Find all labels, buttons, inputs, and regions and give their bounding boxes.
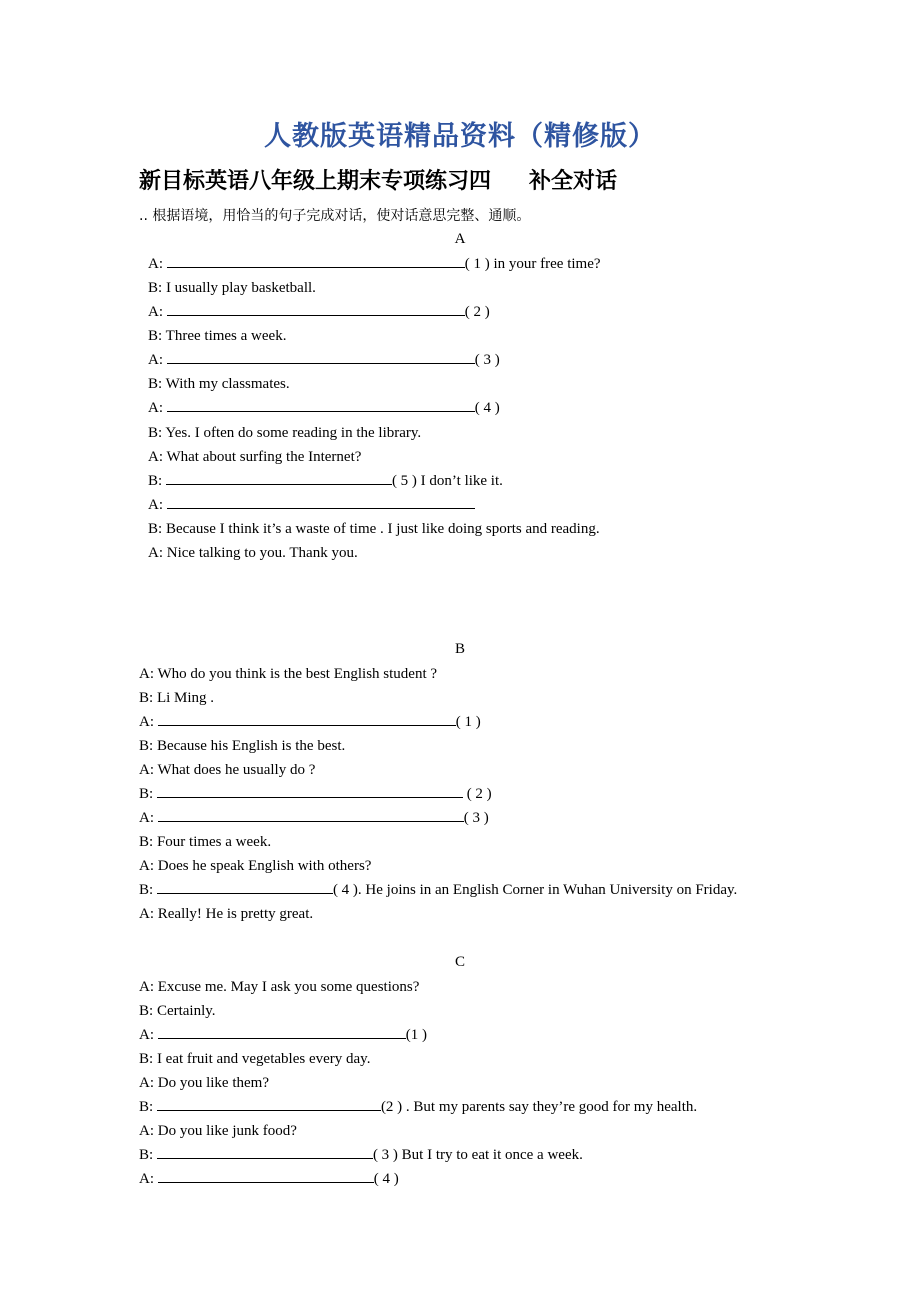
- speaker-label: A:: [139, 1027, 154, 1043]
- dialogue-line: [139, 857, 371, 875]
- line-text: Certainly.: [156, 1003, 216, 1019]
- section-a-heading: A: [454, 231, 466, 247]
- speaker-label: A:: [148, 497, 163, 513]
- speaker-label: A:: [139, 810, 154, 826]
- dialogue-line: [139, 905, 313, 923]
- speaker-label: B:: [148, 473, 163, 489]
- dialogue-line: [139, 1098, 697, 1116]
- speaker-label: B:: [139, 786, 154, 802]
- dialogue-line: [148, 279, 316, 297]
- answer-blank[interactable]: [166, 472, 392, 485]
- dialogue-line: [139, 1002, 216, 1020]
- speaker-label: B:: [148, 376, 163, 392]
- speaker-label: A:: [148, 449, 163, 465]
- dialogue-line: [139, 713, 481, 731]
- speaker-label: A:: [139, 1075, 154, 1091]
- dialogue-line: [139, 881, 737, 899]
- dialogue-line: [148, 327, 286, 345]
- dialogue-line: [139, 1122, 297, 1140]
- header-title: 人教版英语精品资料（精修版）: [264, 121, 656, 152]
- dialogue-line: [148, 303, 490, 321]
- speaker-label: B:: [148, 280, 163, 296]
- speaker-label: B:: [139, 738, 154, 754]
- line-text: ( 2 ): [462, 786, 492, 802]
- dialogue-line: [139, 665, 437, 683]
- document-title: [139, 164, 617, 195]
- answer-blank[interactable]: [167, 496, 475, 509]
- speaker-label: B:: [148, 521, 163, 537]
- speaker-label: B:: [139, 1099, 154, 1115]
- speaker-label: A:: [139, 979, 154, 995]
- line-text: Because his English is the best.: [156, 738, 346, 754]
- line-text: (2 ) . But my parents say they’re good for my health.: [380, 1099, 698, 1115]
- dialogue-line: [148, 399, 500, 417]
- line-text: (1 ): [405, 1027, 427, 1043]
- speaker-label: A:: [148, 304, 163, 320]
- answer-blank[interactable]: [167, 351, 475, 364]
- dialogue-line: [139, 978, 419, 996]
- dialogue-line: [139, 1170, 399, 1188]
- line-text: ( 4 ): [373, 1171, 399, 1187]
- answer-blank[interactable]: [158, 713, 456, 726]
- line-text: Because I think it’s a waste of time . I just like doing sports and reading.: [165, 521, 600, 537]
- answer-blank[interactable]: [158, 809, 464, 822]
- speaker-label: A:: [139, 1123, 154, 1139]
- section-b-heading: B: [454, 641, 465, 657]
- dialogue-line: [139, 1026, 427, 1044]
- dialogue-line: [139, 761, 315, 779]
- line-text: ( 3 ): [463, 810, 489, 826]
- speaker-label: A:: [148, 545, 163, 561]
- dialogue-line: [139, 1050, 370, 1068]
- speaker-label: A:: [148, 400, 163, 416]
- speaker-label: A:: [148, 352, 163, 368]
- answer-blank[interactable]: [167, 255, 465, 268]
- section-c-heading: C: [454, 954, 465, 970]
- speaker-label: B:: [139, 1003, 154, 1019]
- speaker-label: A:: [139, 714, 154, 730]
- line-text: Does he speak English with others?: [157, 858, 372, 874]
- speaker-label: B:: [139, 882, 154, 898]
- dialogue-line: [139, 689, 214, 707]
- line-text: Li Ming .: [156, 690, 215, 706]
- dialogue-line: [139, 833, 271, 851]
- line-text: What does he usually do ?: [157, 762, 316, 778]
- answer-blank[interactable]: [157, 1146, 373, 1159]
- speaker-label: A:: [148, 256, 163, 272]
- dialogue-line: [148, 472, 503, 490]
- line-text: ( 1 ) in your free time?: [464, 256, 601, 272]
- line-text: With my classmates.: [165, 376, 290, 392]
- line-text: ( 3 ): [474, 352, 500, 368]
- speaker-label: B:: [148, 425, 163, 441]
- instruction-text: .. 根据语境，用恰当的句子完成对话，使对话意思完整、通顺。: [139, 208, 531, 224]
- line-text: ( 1 ): [455, 714, 481, 730]
- line-text: Really! He is pretty great.: [157, 906, 314, 922]
- line-text: Do you like junk food?: [157, 1123, 297, 1139]
- dialogue-line: [148, 424, 421, 442]
- line-text: Yes. I often do some reading in the library.: [165, 425, 422, 441]
- dialogue-line: [148, 544, 358, 562]
- line-text: ( 3 ) But I try to eat it once a week.: [372, 1147, 583, 1163]
- dialogue-line: [148, 496, 475, 514]
- document-title-sub: 补全对话: [529, 169, 618, 194]
- dialogue-line: [148, 351, 500, 369]
- answer-blank[interactable]: [157, 785, 463, 798]
- speaker-label: A:: [139, 906, 154, 922]
- line-text: What about surfing the Internet?: [166, 449, 362, 465]
- dialogue-line: [139, 737, 345, 755]
- line-text: ( 2 ): [464, 304, 490, 320]
- dialogue-line: [139, 1074, 269, 1092]
- answer-blank[interactable]: [157, 881, 333, 894]
- speaker-label: A:: [139, 666, 154, 682]
- line-text: Who do you think is the best English student ?: [157, 666, 438, 682]
- answer-blank[interactable]: [158, 1170, 374, 1183]
- speaker-label: A:: [139, 1171, 154, 1187]
- answer-blank[interactable]: [158, 1026, 406, 1039]
- line-text: I eat fruit and vegetables every day.: [156, 1051, 371, 1067]
- document-title-main: 新目标英语八年级上期末专项练习四: [139, 169, 492, 194]
- dialogue-line: [148, 448, 361, 466]
- line-text: Do you like them?: [157, 1075, 269, 1091]
- speaker-label: B:: [139, 1051, 154, 1067]
- speaker-label: A:: [139, 762, 154, 778]
- line-text: ( 4 ): [474, 400, 500, 416]
- dialogue-line: [139, 785, 492, 803]
- line-text: ( 5 ) I don’t like it.: [391, 473, 503, 489]
- dialogue-line: [139, 1146, 583, 1164]
- speaker-label: B:: [139, 690, 154, 706]
- line-text: ( 4 ). He joins in an English Corner in Wuhan University on Friday.: [332, 882, 738, 898]
- line-text: Nice talking to you. Thank you.: [166, 545, 358, 561]
- answer-blank[interactable]: [167, 399, 475, 412]
- speaker-label: B:: [139, 1147, 154, 1163]
- answer-blank[interactable]: [157, 1098, 381, 1111]
- answer-blank[interactable]: [167, 303, 465, 316]
- dialogue-line: [148, 255, 601, 273]
- line-text: Four times a week.: [156, 834, 272, 850]
- dialogue-line: [148, 375, 290, 393]
- dialogue-line: [148, 520, 600, 538]
- line-text: Three times a week.: [165, 328, 287, 344]
- speaker-label: A:: [139, 858, 154, 874]
- speaker-label: B:: [139, 834, 154, 850]
- dialogue-line: [139, 809, 489, 827]
- line-text: Excuse me. May I ask you some questions?: [157, 979, 420, 995]
- line-text: I usually play basketball.: [165, 280, 316, 296]
- speaker-label: B:: [148, 328, 163, 344]
